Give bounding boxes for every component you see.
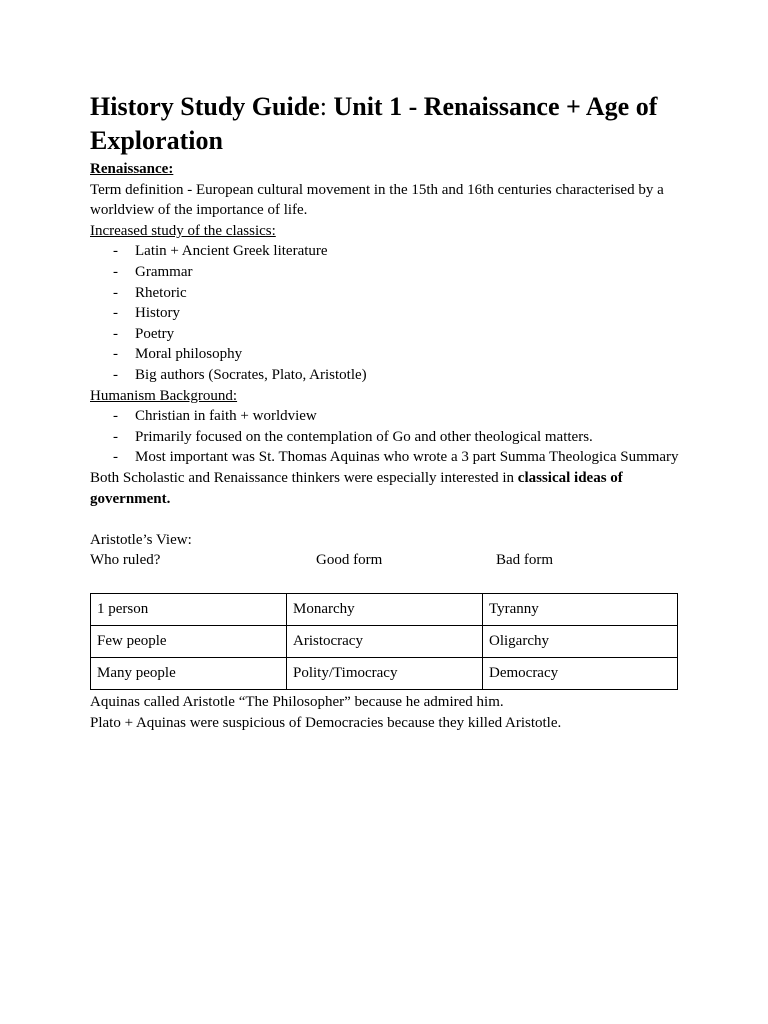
table-column-headers: [90, 550, 690, 571]
list-item: - Big authors (Socrates, Plato, Aristotle): [90, 365, 690, 386]
closing-notes: [90, 692, 690, 733]
list-item: - History: [90, 303, 690, 324]
classics-list: [90, 241, 690, 385]
list-item: - Poetry: [90, 324, 690, 345]
note-line: Aquinas called Aristotle “The Philosopher” because he admired him.: [90, 694, 504, 710]
scholastic-text: Both Scholastic and Renaissance thinkers were especially interested in: [90, 469, 518, 486]
header-good-form: Good form: [316, 552, 383, 569]
aristotle-view-label: Aristotle’s View:: [90, 531, 192, 548]
table-cell: Few people: [91, 626, 287, 658]
scholastic-bold: classical ideas of government.: [90, 469, 623, 507]
classics-heading: Increased study of the classics:: [90, 222, 276, 239]
table-row: [91, 658, 678, 690]
scholastic-paragraph: [90, 468, 690, 509]
table-cell: Polity/Timocracy: [287, 658, 483, 690]
blank-line: [90, 509, 690, 530]
list-item: - Grammar: [90, 262, 690, 283]
table-row: [91, 594, 678, 626]
list-item: - Primarily focused on the contemplation of Go and other theological matters.: [90, 427, 690, 448]
table-cell: 1 person: [91, 594, 287, 626]
list-item: - Latin + Ancient Greek literature: [90, 241, 690, 262]
table-cell: Democracy: [483, 658, 678, 690]
government-forms-table: [90, 593, 678, 690]
header-who-ruled: Who ruled?: [90, 552, 161, 569]
table-cell: Tyranny: [483, 594, 678, 626]
humanism-heading: Humanism Background:: [90, 387, 238, 404]
title-main: History Study Guide: [90, 92, 320, 121]
renaissance-definition: Term definition - European cultural movement in the 15th and 16th centuries characterised by a worldview of the importance of life.: [90, 181, 664, 219]
list-item: - Moral philosophy: [90, 344, 690, 365]
table-row: [91, 626, 678, 658]
list-item: - Most important was St. Thomas Aquinas who wrote a 3 part Summa Theologica Summary: [90, 447, 690, 468]
header-bad-form: Bad form: [496, 552, 554, 569]
table-cell: Aristocracy: [287, 626, 483, 658]
title-colon: :: [319, 92, 327, 121]
list-item: - Rhetoric: [90, 283, 690, 304]
renaissance-heading: Renaissance:: [90, 161, 174, 177]
humanism-list: [90, 406, 690, 468]
title-unit: Unit 1 - Renaissance + Age of Exploration: [90, 92, 658, 155]
document-body: [90, 159, 690, 571]
table-cell: Many people: [91, 658, 287, 690]
table-cell: Monarchy: [287, 594, 483, 626]
list-item: - Christian in faith + worldview: [90, 406, 690, 427]
note-line: Plato + Aquinas were suspicious of Democracies because they killed Aristotle.: [90, 714, 562, 731]
page-title: [90, 90, 690, 158]
table-cell: Oligarchy: [483, 626, 678, 658]
